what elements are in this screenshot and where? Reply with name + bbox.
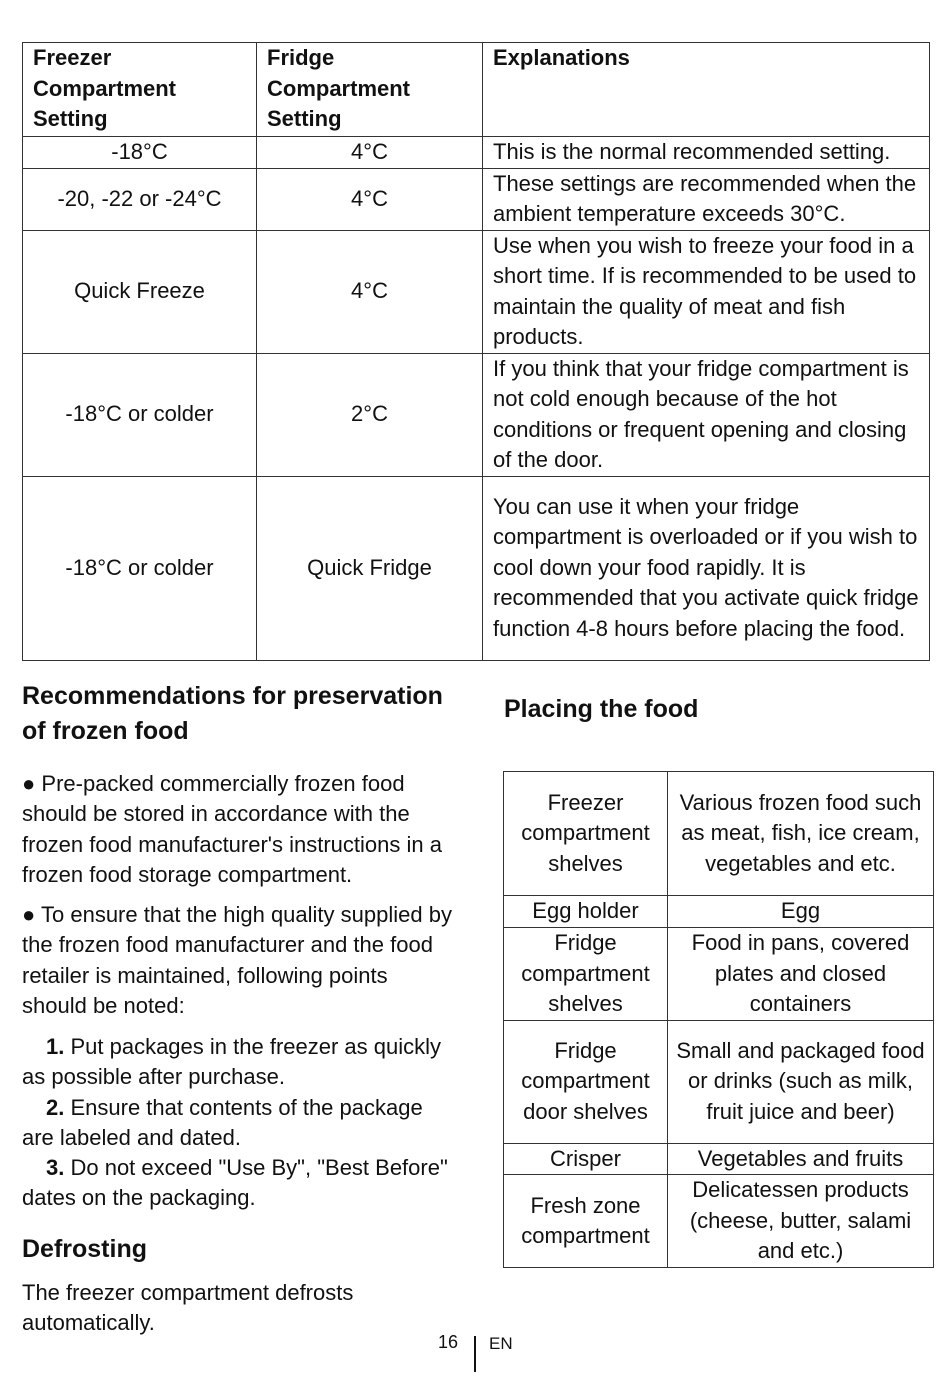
step-item xyxy=(22,1032,452,1093)
explanation: Use when you wish to freeze your food in a short time. If is recommended to be used to maintain the quality of meat and fish products. xyxy=(483,230,930,353)
food-type: Small and packaged food or drinks (such as milk, fruit juice and beer) xyxy=(668,1020,934,1143)
table-row xyxy=(504,772,934,896)
explanation: These settings are recommended when the ambient temperature exceeds 30°C. xyxy=(483,168,930,230)
food-location: Egg holder xyxy=(504,896,668,928)
table-row xyxy=(23,353,930,476)
explanation: You can use it when your fridge compartment is overloaded or if you wish to cool down your food rapidly. It is recommended that you activate quick fridge function 4-8 hours before placing the food. xyxy=(483,476,930,660)
food-location: Fresh zone compartment xyxy=(504,1175,668,1268)
freezer-setting: -18°C or colder xyxy=(23,476,257,660)
recommendation-bullet: ● Pre-packed commercially frozen food should be stored in accordance with the frozen food manufacturer's instructions in a frozen food storage compartment. xyxy=(22,771,442,887)
header-explanations: Explanations xyxy=(483,43,930,137)
step-text: Ensure that contents of the package are labeled and dated. xyxy=(22,1095,423,1151)
freezer-setting: -18°C xyxy=(23,137,257,169)
freezer-setting: -20, -22 or -24°C xyxy=(23,168,257,230)
table-row xyxy=(504,896,934,928)
food-location: Fridge compartment shelves xyxy=(504,928,668,1021)
page-number: 16 xyxy=(438,1332,459,1352)
language-code: EN xyxy=(489,1334,513,1353)
page-footer xyxy=(0,1328,950,1372)
table-row xyxy=(23,168,930,230)
food-location: Crisper xyxy=(504,1143,668,1175)
food-location: Fridge compartment door shelves xyxy=(504,1020,668,1143)
food-type: Various frozen food such as meat, fish, ice cream, vegetables and etc. xyxy=(668,772,934,896)
table-row xyxy=(504,1020,934,1143)
header-freezer: Freezer Compartment Setting xyxy=(23,43,257,137)
placing-food-table xyxy=(503,771,934,1268)
recommendation-bullet: ● To ensure that the high quality supplied by the frozen food manufacturer and the food retailer is maintained, following points should be noted: xyxy=(22,902,452,1018)
step-number: 1. xyxy=(46,1034,65,1059)
header-fridge: Fridge Compartment Setting xyxy=(257,43,483,137)
step-text: Put packages in the freezer as quickly as possible after purchase. xyxy=(22,1034,442,1090)
food-type: Food in pans, covered plates and closed containers xyxy=(668,928,934,1021)
table-row xyxy=(504,1143,934,1175)
fridge-setting: Quick Fridge xyxy=(257,476,483,660)
defrosting-text: The freezer compartment defrosts automatically. xyxy=(22,1280,354,1336)
step-number: 3. xyxy=(46,1155,65,1180)
recommendations-heading: Recommendations for preservation of frozen food xyxy=(22,682,443,745)
explanation: If you think that your fridge compartment is not cold enough because of the hot conditions or frequent opening and closing of the door. xyxy=(483,353,930,476)
step-text: Do not exceed "Use By", "Best Before" dates on the packaging. xyxy=(22,1155,448,1211)
freezer-setting: -18°C or colder xyxy=(23,353,257,476)
table-row xyxy=(23,476,930,660)
table-row xyxy=(23,137,930,169)
defrosting-heading: Defrosting xyxy=(22,1235,147,1263)
fridge-setting: 2°C xyxy=(257,353,483,476)
fridge-setting: 4°C xyxy=(257,137,483,169)
table-row xyxy=(504,928,934,1021)
fridge-setting: 4°C xyxy=(257,168,483,230)
table-row xyxy=(23,230,930,353)
step-item xyxy=(22,1093,452,1154)
freezer-setting: Quick Freeze xyxy=(23,230,257,353)
food-type: Delicatessen products (cheese, butter, salami and etc.) xyxy=(668,1175,934,1268)
step-number: 2. xyxy=(46,1095,65,1120)
food-type: Egg xyxy=(668,896,934,928)
settings-table xyxy=(22,42,930,661)
food-location: Freezer compartment shelves xyxy=(504,772,668,896)
explanation: This is the normal recommended setting. xyxy=(483,137,930,169)
footer-divider xyxy=(474,1336,476,1372)
fridge-setting: 4°C xyxy=(257,230,483,353)
settings-header-row xyxy=(23,43,930,137)
table-row xyxy=(504,1175,934,1268)
step-item xyxy=(22,1153,452,1214)
food-type: Vegetables and fruits xyxy=(668,1143,934,1175)
placing-heading: Placing the food xyxy=(504,695,699,723)
